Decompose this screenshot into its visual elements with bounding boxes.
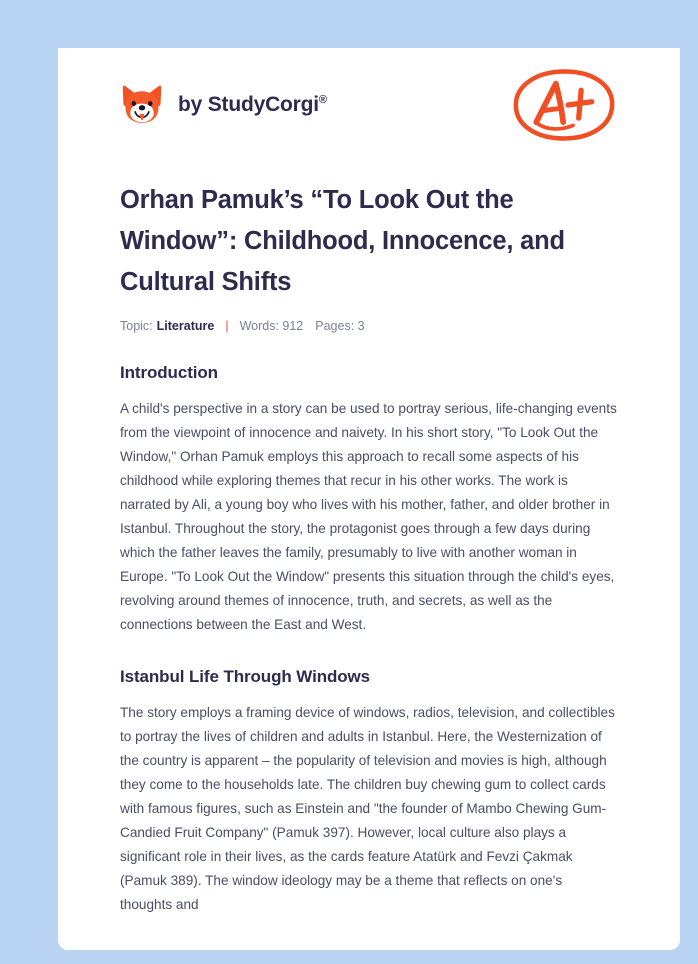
topic-link[interactable]: Literature [156,319,215,333]
section-heading-introduction: Introduction [120,363,218,382]
studycorgi-brand[interactable] [120,83,327,127]
document-header [120,48,618,158]
brand-name: StudyCorgi [207,93,319,116]
registered-mark-icon: ® [318,94,327,106]
document-paper [58,48,680,950]
a-plus-grade-icon [510,65,618,145]
section-paragraph: A child's perspective in a story can be used to portray serious, life-changing events from the viewpoint of innocence and naivety. In his short story, "To Look Out the Window," Orhan Pamuk employs this approach to recall some aspects of his childhood while exploring themes that recur in his other works. The work is narrated by Ali, a young boy who lives with his mother, father, and older brother in Istanbul. Throughout the story, the protagonist goes through a few days during which the father leaves the family, presumably to live with another woman in Europe. "To Look Out the Window" presents this situation through the child's eyes, revolving around themes of innocence, truth, and secrets, as well as the connections between the East and West. [120,401,617,632]
section-paragraph: The story employs a framing device of windows, radios, television, and collectibles to portray the lives of children and adults in Istanbul. Here, the Westernization of the country is apparent – the popularity of television and movies is high, although they come to the households late. The children buy chewing gum to collect cards with famous figures, such as Einstein and "the founder of Mambo Chewing Gum-Candied Fruit Company" (Pamuk 397). However, local culture also plays a significant role in their lives, as the cards feature Atatürk and Fevzi Çakmak (Pamuk 389). The window ideology may be a theme that reflects on one's thoughts and [120,705,615,912]
corgi-face-icon [120,83,164,127]
section-heading-istanbul-life: Istanbul Life Through Windows [120,667,371,686]
page-count: Pages: 3 [315,319,365,333]
meta-separator: | [225,319,229,333]
brand-wordmark [178,93,327,117]
word-count: Words: 912 [239,319,304,333]
page-title: Orhan Pamuk’s “To Look Out the Window”: Childhood, Innocence, and Cultural Shifts [120,186,565,296]
document-meta [120,319,618,333]
brand-prefix: by [178,93,208,116]
topic-label: Topic: [120,319,153,333]
